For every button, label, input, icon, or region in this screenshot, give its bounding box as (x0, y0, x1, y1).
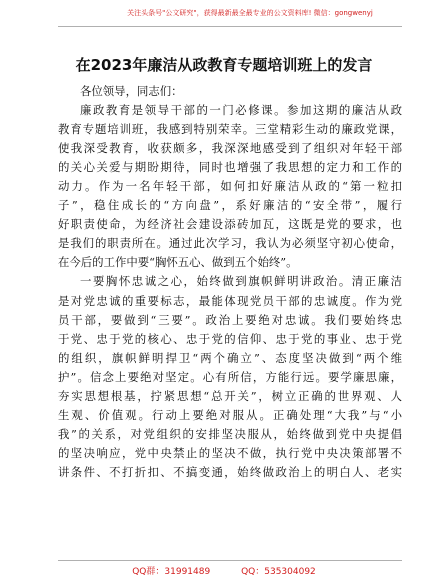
paragraph-line: 廉政教育是领导干部的一门必修课。参加这期的廉洁从政 (80, 103, 402, 118)
document-title: 在2023年廉洁从政教育专题培训班上的发言 (75, 56, 373, 74)
salutation: 各位领导，同志们： (80, 84, 183, 98)
paragraph-line: 生观、价值观。行动上要绝对服从。正确处理“大我”与“小 (58, 407, 402, 422)
paragraph-line: 夯实思想根基，拧紧思想“总开关”，树立正确的世界观、人 (58, 388, 402, 403)
paragraph-line: 于党、忠于党的核心、忠于党的信仰、忠于党的事业、忠于党 (58, 331, 402, 346)
footer-divider (58, 560, 402, 561)
header-divider (58, 26, 402, 27)
paragraph-2 (58, 272, 402, 482)
paragraph-line: 护”。信念上要绝对坚定。心有所信，方能行远。要学廉思廉， (58, 369, 402, 384)
paragraph-line: 子”，稳住成长的“方向盘”，系好廉洁的“安全带”，履行 (58, 198, 402, 213)
paragraph-line: 的关心关爱与期盼期待，同时也增强了我思想的定力和工作的 (58, 160, 402, 175)
paragraph-line: 教育专题培训班，我感到特别荣幸。三堂精彩生动的廉政党课， (58, 122, 402, 137)
paragraph-line: 好职责使命，为经济社会建设添砖加瓦，这既是党的要求，也 (58, 217, 402, 232)
paragraph-1 (58, 101, 402, 272)
header-promo-note: 关注头条号"公文研究"，获得最新最全最专业的公文资料库! 微信：gongwenyj (127, 9, 373, 17)
footer-contact (0, 564, 448, 577)
footer-qq: QQ：535304092 (241, 567, 316, 577)
paragraph-line: 动力。作为一名年轻干部，如何扣好廉洁从政的“第一粒扣 (58, 179, 402, 194)
paragraph-line: 的坚决响应，党中央禁止的坚决不做，执行党中央决策部署不 (58, 445, 402, 460)
paragraph-line: 是我们的职责所在。通过此次学习，我认为必须坚守初心使命， (58, 236, 402, 251)
paragraph-line: 我”的关系，对党组织的安排坚决服从，始终做到党中央提倡 (58, 426, 402, 441)
paragraph-line: 的组织，旗帜鲜明捍卫“两个确立”、态度坚决做到“两个维 (58, 350, 402, 365)
paragraph-line: 在今后的工作中要“胸怀五心、做到五个始终”。 (58, 255, 298, 270)
footer-qq-group: QQ群：31991489 (132, 567, 211, 577)
paragraph-line: 员干部，要做到“三要”。政治上要绝对忠诚。我们要始终忠 (58, 312, 402, 327)
document-body (58, 82, 402, 482)
paragraph-line: 讲条件、不打折扣、不搞变通，始终做政治上的明白人、老实 (58, 464, 402, 479)
paragraph-line: 是对党忠诚的重要标志，最能体现党员干部的忠诚度。作为党 (58, 293, 402, 308)
paragraph-line: 一要胸怀忠诚之心，始终做到旗帜鲜明讲政治。清正廉洁 (80, 274, 402, 289)
paragraph-line: 使我深受教育，收获颇多，我深深地感受到了组织对年轻干部 (58, 141, 402, 156)
